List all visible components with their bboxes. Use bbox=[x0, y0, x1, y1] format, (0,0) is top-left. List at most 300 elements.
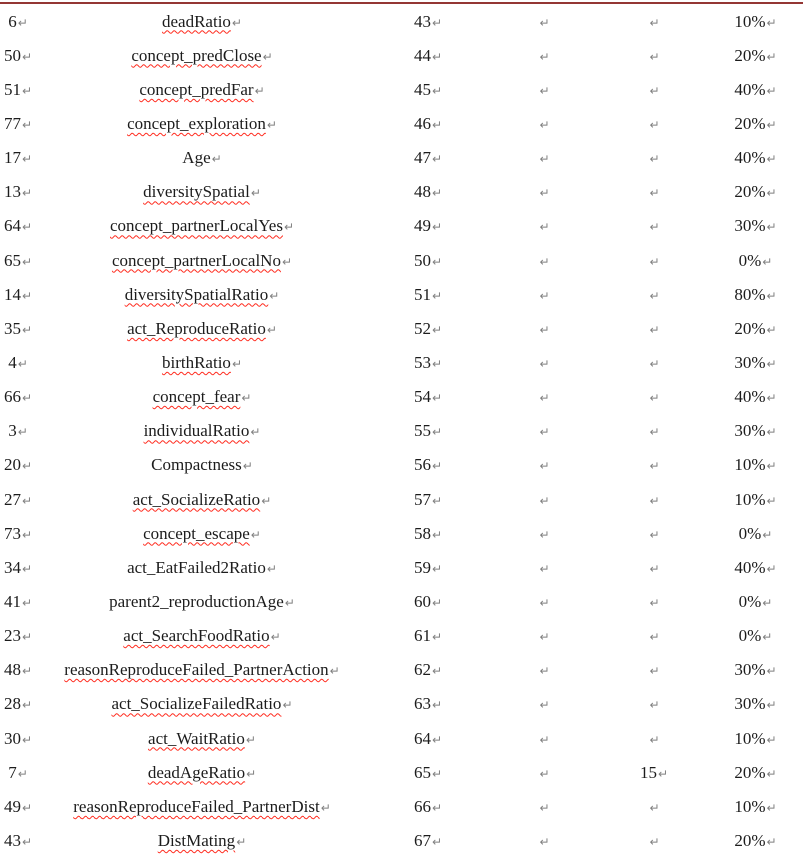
end-of-cell-mark-icon: ↵ bbox=[649, 493, 660, 508]
end-of-cell-mark-icon: ↵ bbox=[539, 561, 550, 576]
end-of-cell-mark-icon: ↵ bbox=[539, 630, 550, 645]
end-of-cell-mark-icon: ↵ bbox=[250, 527, 261, 542]
metric-name-cell[interactable] bbox=[36, 175, 368, 209]
table-row bbox=[0, 516, 803, 550]
end-of-cell-mark-icon: ↵ bbox=[649, 391, 660, 406]
percent-cell[interactable] bbox=[708, 414, 803, 448]
metric-name-cell-text: deadRatio bbox=[162, 11, 231, 31]
metric-name-cell-text: concept_exploration bbox=[127, 113, 266, 133]
end-of-cell-mark-icon: ↵ bbox=[539, 595, 550, 610]
row-id-cell-text: 4 bbox=[8, 352, 17, 372]
empty-cell[interactable] bbox=[488, 311, 600, 345]
row-id-cell[interactable] bbox=[0, 414, 36, 448]
row-index-cell[interactable] bbox=[368, 755, 488, 789]
percent-cell[interactable] bbox=[708, 482, 803, 516]
row-id-cell[interactable] bbox=[0, 823, 36, 857]
row-id-cell-text: 73 bbox=[3, 523, 21, 543]
value-cell[interactable] bbox=[600, 4, 708, 38]
empty-cell[interactable] bbox=[488, 687, 600, 721]
end-of-cell-mark-icon: ↵ bbox=[766, 186, 777, 201]
metric-name-cell-text: concept_partnerLocalYes bbox=[110, 216, 283, 236]
metric-name-cell[interactable] bbox=[36, 4, 368, 38]
end-of-cell-mark-icon: ↵ bbox=[431, 561, 443, 576]
end-of-cell-mark-icon: ↵ bbox=[649, 186, 660, 201]
metric-name-cell[interactable] bbox=[36, 345, 368, 379]
table-body bbox=[0, 4, 803, 858]
end-of-cell-mark-icon: ↵ bbox=[266, 561, 277, 576]
end-of-cell-mark-icon: ↵ bbox=[431, 766, 443, 781]
empty-cell[interactable] bbox=[488, 380, 600, 414]
row-index-cell[interactable] bbox=[368, 311, 488, 345]
row-index-cell-text: 49 bbox=[413, 216, 431, 236]
row-id-cell[interactable] bbox=[0, 619, 36, 653]
metric-name-cell[interactable] bbox=[36, 448, 368, 482]
empty-cell[interactable] bbox=[488, 755, 600, 789]
end-of-cell-mark-icon: ↵ bbox=[539, 117, 550, 132]
end-of-cell-mark-icon: ↵ bbox=[262, 49, 273, 64]
value-cell[interactable] bbox=[600, 414, 708, 448]
end-of-cell-mark-icon: ↵ bbox=[431, 459, 443, 474]
metric-name-cell-text: concept_predFar bbox=[139, 79, 254, 99]
row-id-cell[interactable] bbox=[0, 209, 36, 243]
metric-name-cell-text: diversitySpatialRatio bbox=[124, 284, 269, 304]
end-of-cell-mark-icon: ↵ bbox=[539, 15, 550, 30]
row-id-cell[interactable] bbox=[0, 789, 36, 823]
end-of-cell-mark-icon: ↵ bbox=[431, 732, 443, 747]
row-id-cell[interactable] bbox=[0, 550, 36, 584]
end-of-cell-mark-icon: ↵ bbox=[431, 186, 443, 201]
row-index-cell[interactable] bbox=[368, 653, 488, 687]
end-of-cell-mark-icon: ↵ bbox=[649, 561, 660, 576]
value-cell[interactable] bbox=[600, 823, 708, 857]
row-index-cell-text: 55 bbox=[413, 421, 431, 441]
row-index-cell-text: 43 bbox=[413, 11, 431, 31]
empty-cell[interactable] bbox=[488, 448, 600, 482]
row-index-cell[interactable] bbox=[368, 277, 488, 311]
empty-cell[interactable] bbox=[488, 516, 600, 550]
end-of-cell-mark-icon: ↵ bbox=[211, 152, 222, 167]
end-of-cell-mark-icon: ↵ bbox=[766, 766, 777, 781]
metric-name-cell[interactable] bbox=[36, 72, 368, 106]
end-of-cell-mark-icon: ↵ bbox=[539, 698, 550, 713]
percent-cell[interactable] bbox=[708, 106, 803, 140]
table-row bbox=[0, 209, 803, 243]
end-of-cell-mark-icon: ↵ bbox=[329, 664, 340, 679]
metric-name-cell-text: concept_predClose bbox=[131, 45, 262, 65]
row-index-cell[interactable] bbox=[368, 448, 488, 482]
percent-cell[interactable] bbox=[708, 175, 803, 209]
metric-name-cell[interactable] bbox=[36, 243, 368, 277]
end-of-cell-mark-icon: ↵ bbox=[250, 186, 261, 201]
empty-cell[interactable] bbox=[488, 653, 600, 687]
row-id-cell[interactable] bbox=[0, 482, 36, 516]
end-of-cell-mark-icon: ↵ bbox=[649, 732, 660, 747]
row-id-cell-text: 35 bbox=[3, 318, 21, 338]
table-row bbox=[0, 106, 803, 140]
row-id-cell[interactable] bbox=[0, 175, 36, 209]
value-cell[interactable] bbox=[600, 106, 708, 140]
percent-cell[interactable] bbox=[708, 584, 803, 618]
percent-cell[interactable] bbox=[708, 448, 803, 482]
value-cell[interactable] bbox=[600, 619, 708, 653]
end-of-cell-mark-icon: ↵ bbox=[766, 220, 777, 235]
percent-cell[interactable] bbox=[708, 619, 803, 653]
empty-cell[interactable] bbox=[488, 209, 600, 243]
metric-name-cell[interactable] bbox=[36, 653, 368, 687]
row-index-cell-text: 50 bbox=[413, 250, 431, 270]
row-id-cell-text: 43 bbox=[3, 830, 21, 850]
end-of-cell-mark-icon: ↵ bbox=[21, 117, 33, 132]
end-of-cell-mark-icon: ↵ bbox=[431, 356, 443, 371]
end-of-cell-mark-icon: ↵ bbox=[762, 254, 773, 269]
row-index-cell[interactable] bbox=[368, 72, 488, 106]
row-index-cell[interactable] bbox=[368, 584, 488, 618]
end-of-cell-mark-icon: ↵ bbox=[766, 83, 777, 98]
row-id-cell[interactable] bbox=[0, 687, 36, 721]
value-cell[interactable] bbox=[600, 721, 708, 755]
table-row bbox=[0, 550, 803, 584]
value-cell[interactable] bbox=[600, 72, 708, 106]
end-of-cell-mark-icon: ↵ bbox=[431, 527, 443, 542]
end-of-cell-mark-icon: ↵ bbox=[539, 834, 550, 849]
end-of-cell-mark-icon: ↵ bbox=[17, 766, 28, 781]
end-of-cell-mark-icon: ↵ bbox=[21, 288, 33, 303]
empty-cell[interactable] bbox=[488, 141, 600, 175]
end-of-cell-mark-icon: ↵ bbox=[766, 459, 777, 474]
metric-name-cell[interactable] bbox=[36, 721, 368, 755]
row-index-cell[interactable] bbox=[368, 687, 488, 721]
row-index-cell[interactable] bbox=[368, 141, 488, 175]
end-of-cell-mark-icon: ↵ bbox=[766, 391, 777, 406]
row-index-cell-text: 53 bbox=[413, 352, 431, 372]
end-of-cell-mark-icon: ↵ bbox=[231, 15, 242, 30]
row-index-cell[interactable] bbox=[368, 823, 488, 857]
row-id-cell-text: 50 bbox=[3, 45, 21, 65]
percent-cell[interactable] bbox=[708, 550, 803, 584]
empty-cell[interactable] bbox=[488, 823, 600, 857]
row-id-cell-text: 27 bbox=[3, 489, 21, 509]
row-id-cell-text: 17 bbox=[3, 148, 21, 168]
empty-cell[interactable] bbox=[488, 550, 600, 584]
metric-name-cell[interactable] bbox=[36, 209, 368, 243]
row-id-cell-text: 7 bbox=[8, 762, 17, 782]
percent-cell[interactable] bbox=[708, 277, 803, 311]
metric-name-cell-text: concept_fear bbox=[152, 387, 241, 407]
metric-name-cell[interactable] bbox=[36, 550, 368, 584]
metric-name-cell-text: DistMating bbox=[157, 830, 236, 850]
row-id-cell[interactable] bbox=[0, 516, 36, 550]
end-of-cell-mark-icon: ↵ bbox=[431, 493, 443, 508]
end-of-cell-mark-icon: ↵ bbox=[649, 288, 660, 303]
row-index-cell[interactable] bbox=[368, 175, 488, 209]
end-of-cell-mark-icon: ↵ bbox=[431, 254, 443, 269]
row-index-cell-text: 63 bbox=[413, 694, 431, 714]
value-cell[interactable] bbox=[600, 516, 708, 550]
end-of-cell-mark-icon: ↵ bbox=[242, 459, 253, 474]
row-id-cell-text: 77 bbox=[3, 113, 21, 133]
value-cell[interactable] bbox=[600, 141, 708, 175]
row-index-cell[interactable] bbox=[368, 243, 488, 277]
percent-cell[interactable] bbox=[708, 516, 803, 550]
row-id-cell[interactable] bbox=[0, 584, 36, 618]
empty-cell[interactable] bbox=[488, 482, 600, 516]
table-row bbox=[0, 345, 803, 379]
metric-name-cell[interactable] bbox=[36, 380, 368, 414]
end-of-cell-mark-icon: ↵ bbox=[766, 288, 777, 303]
end-of-cell-mark-icon: ↵ bbox=[21, 152, 33, 167]
empty-cell[interactable] bbox=[488, 619, 600, 653]
end-of-cell-mark-icon: ↵ bbox=[21, 732, 33, 747]
end-of-cell-mark-icon: ↵ bbox=[762, 630, 773, 645]
table-row bbox=[0, 721, 803, 755]
row-id-cell[interactable] bbox=[0, 72, 36, 106]
row-id-cell[interactable] bbox=[0, 755, 36, 789]
end-of-cell-mark-icon: ↵ bbox=[21, 493, 33, 508]
end-of-cell-mark-icon: ↵ bbox=[766, 732, 777, 747]
metric-name-cell-text: diversitySpatial bbox=[143, 182, 250, 202]
percent-cell-text: 20% bbox=[734, 830, 766, 850]
value-cell[interactable] bbox=[600, 448, 708, 482]
percent-cell[interactable] bbox=[708, 823, 803, 857]
end-of-cell-mark-icon: ↵ bbox=[539, 186, 550, 201]
empty-cell[interactable] bbox=[488, 789, 600, 823]
row-index-cell-text: 65 bbox=[413, 762, 431, 782]
percent-cell[interactable] bbox=[708, 243, 803, 277]
row-index-cell[interactable] bbox=[368, 550, 488, 584]
empty-cell[interactable] bbox=[488, 584, 600, 618]
value-cell[interactable] bbox=[600, 311, 708, 345]
end-of-cell-mark-icon: ↵ bbox=[649, 459, 660, 474]
empty-cell[interactable] bbox=[488, 72, 600, 106]
percent-cell[interactable] bbox=[708, 345, 803, 379]
metric-name-cell[interactable] bbox=[36, 38, 368, 72]
percent-cell-text: 20% bbox=[734, 762, 766, 782]
end-of-cell-mark-icon: ↵ bbox=[657, 766, 669, 781]
row-index-cell[interactable] bbox=[368, 516, 488, 550]
end-of-cell-mark-icon: ↵ bbox=[649, 15, 660, 30]
end-of-cell-mark-icon: ↵ bbox=[320, 800, 331, 815]
metric-name-cell-text: act_SearchFoodRatio bbox=[123, 626, 270, 646]
end-of-cell-mark-icon: ↵ bbox=[539, 425, 550, 440]
row-index-cell-text: 48 bbox=[413, 182, 431, 202]
end-of-cell-mark-icon: ↵ bbox=[250, 425, 261, 440]
percent-cell[interactable] bbox=[708, 311, 803, 345]
percent-cell-text: 0% bbox=[738, 250, 762, 270]
row-id-cell[interactable] bbox=[0, 380, 36, 414]
row-id-cell[interactable] bbox=[0, 38, 36, 72]
table-row bbox=[0, 619, 803, 653]
end-of-cell-mark-icon: ↵ bbox=[539, 391, 550, 406]
row-id-cell[interactable] bbox=[0, 4, 36, 38]
value-cell[interactable] bbox=[600, 584, 708, 618]
end-of-cell-mark-icon: ↵ bbox=[539, 288, 550, 303]
row-id-cell-text: 66 bbox=[3, 387, 21, 407]
percent-cell-text: 30% bbox=[734, 660, 766, 680]
end-of-cell-mark-icon: ↵ bbox=[241, 391, 252, 406]
end-of-cell-mark-icon: ↵ bbox=[766, 117, 777, 132]
metric-name-cell-text: deadAgeRatio bbox=[147, 762, 246, 782]
metric-name-cell-text: birthRatio bbox=[161, 352, 231, 372]
metric-name-cell-text: parent2_reproductionAge bbox=[109, 591, 284, 611]
metric-name-cell-text: act_EatFailed2Ratio bbox=[127, 557, 266, 577]
row-id-cell[interactable] bbox=[0, 311, 36, 345]
percent-cell-text: 40% bbox=[734, 557, 766, 577]
metric-name-cell[interactable] bbox=[36, 687, 368, 721]
value-cell[interactable] bbox=[600, 345, 708, 379]
row-index-cell[interactable] bbox=[368, 721, 488, 755]
row-index-cell[interactable] bbox=[368, 380, 488, 414]
value-cell[interactable] bbox=[600, 243, 708, 277]
end-of-cell-mark-icon: ↵ bbox=[21, 459, 33, 474]
row-id-cell[interactable] bbox=[0, 106, 36, 140]
value-cell[interactable] bbox=[600, 550, 708, 584]
percent-cell[interactable] bbox=[708, 755, 803, 789]
empty-cell[interactable] bbox=[488, 345, 600, 379]
metric-name-cell[interactable] bbox=[36, 482, 368, 516]
row-index-cell-text: 66 bbox=[413, 796, 431, 816]
metric-name-cell[interactable] bbox=[36, 584, 368, 618]
row-index-cell[interactable] bbox=[368, 482, 488, 516]
table-row bbox=[0, 653, 803, 687]
row-id-cell-text: 34 bbox=[3, 557, 21, 577]
metric-name-cell[interactable] bbox=[36, 789, 368, 823]
metric-name-cell[interactable] bbox=[36, 414, 368, 448]
value-cell[interactable] bbox=[600, 482, 708, 516]
table-row bbox=[0, 823, 803, 857]
row-index-cell-text: 60 bbox=[413, 591, 431, 611]
end-of-cell-mark-icon: ↵ bbox=[17, 425, 28, 440]
row-index-cell[interactable] bbox=[368, 106, 488, 140]
row-id-cell-text: 30 bbox=[3, 728, 21, 748]
metric-name-cell[interactable] bbox=[36, 516, 368, 550]
value-cell[interactable] bbox=[600, 175, 708, 209]
end-of-cell-mark-icon: ↵ bbox=[762, 595, 773, 610]
empty-cell[interactable] bbox=[488, 243, 600, 277]
row-id-cell[interactable] bbox=[0, 721, 36, 755]
percent-cell-text: 0% bbox=[738, 591, 762, 611]
row-index-cell[interactable] bbox=[368, 789, 488, 823]
end-of-cell-mark-icon: ↵ bbox=[246, 766, 257, 781]
row-id-cell[interactable] bbox=[0, 277, 36, 311]
end-of-cell-mark-icon: ↵ bbox=[431, 152, 443, 167]
empty-cell[interactable] bbox=[488, 277, 600, 311]
value-cell[interactable] bbox=[600, 755, 708, 789]
percent-cell-text: 20% bbox=[734, 318, 766, 338]
percent-cell[interactable] bbox=[708, 380, 803, 414]
metric-name-cell[interactable] bbox=[36, 106, 368, 140]
metric-name-cell[interactable] bbox=[36, 619, 368, 653]
end-of-cell-mark-icon: ↵ bbox=[649, 49, 660, 64]
empty-cell[interactable] bbox=[488, 721, 600, 755]
percent-cell[interactable] bbox=[708, 209, 803, 243]
metric-name-cell[interactable] bbox=[36, 277, 368, 311]
metric-name-cell[interactable] bbox=[36, 823, 368, 857]
metric-name-cell-text: concept_escape bbox=[143, 523, 250, 543]
end-of-cell-mark-icon: ↵ bbox=[649, 254, 660, 269]
percent-cell[interactable] bbox=[708, 72, 803, 106]
end-of-cell-mark-icon: ↵ bbox=[431, 288, 443, 303]
row-index-cell-text: 56 bbox=[413, 455, 431, 475]
table-row bbox=[0, 789, 803, 823]
row-id-cell-text: 49 bbox=[3, 796, 21, 816]
end-of-cell-mark-icon: ↵ bbox=[539, 220, 550, 235]
empty-cell[interactable] bbox=[488, 175, 600, 209]
table-row bbox=[0, 38, 803, 72]
row-index-cell[interactable] bbox=[368, 4, 488, 38]
value-cell[interactable] bbox=[600, 789, 708, 823]
row-id-cell[interactable] bbox=[0, 448, 36, 482]
row-index-cell[interactable] bbox=[368, 619, 488, 653]
end-of-cell-mark-icon: ↵ bbox=[431, 83, 443, 98]
empty-cell[interactable] bbox=[488, 38, 600, 72]
row-index-cell-text: 62 bbox=[413, 660, 431, 680]
row-id-cell[interactable] bbox=[0, 653, 36, 687]
percent-cell-text: 40% bbox=[734, 79, 766, 99]
row-id-cell-text: 65 bbox=[3, 250, 21, 270]
row-index-cell[interactable] bbox=[368, 414, 488, 448]
table-row bbox=[0, 380, 803, 414]
percent-cell-text: 20% bbox=[734, 113, 766, 133]
end-of-cell-mark-icon: ↵ bbox=[21, 83, 33, 98]
row-id-cell[interactable] bbox=[0, 345, 36, 379]
row-index-cell[interactable] bbox=[368, 38, 488, 72]
empty-cell[interactable] bbox=[488, 414, 600, 448]
empty-cell[interactable] bbox=[488, 4, 600, 38]
row-id-cell[interactable] bbox=[0, 141, 36, 175]
percent-cell[interactable] bbox=[708, 38, 803, 72]
end-of-cell-mark-icon: ↵ bbox=[431, 49, 443, 64]
end-of-cell-mark-icon: ↵ bbox=[766, 152, 777, 167]
percent-cell-text: 0% bbox=[738, 523, 762, 543]
row-index-cell-text: 51 bbox=[413, 284, 431, 304]
end-of-cell-mark-icon: ↵ bbox=[431, 220, 443, 235]
row-index-cell[interactable] bbox=[368, 345, 488, 379]
percent-cell[interactable] bbox=[708, 687, 803, 721]
end-of-cell-mark-icon: ↵ bbox=[21, 664, 33, 679]
metric-name-cell[interactable] bbox=[36, 141, 368, 175]
percent-cell[interactable] bbox=[708, 653, 803, 687]
percent-cell-text: 30% bbox=[734, 352, 766, 372]
table-row bbox=[0, 482, 803, 516]
table-row bbox=[0, 141, 803, 175]
percent-cell[interactable] bbox=[708, 789, 803, 823]
empty-cell[interactable] bbox=[488, 106, 600, 140]
row-index-cell[interactable] bbox=[368, 209, 488, 243]
value-cell[interactable] bbox=[600, 209, 708, 243]
end-of-cell-mark-icon: ↵ bbox=[431, 391, 443, 406]
end-of-cell-mark-icon: ↵ bbox=[766, 493, 777, 508]
metric-name-cell[interactable] bbox=[36, 311, 368, 345]
metric-name-cell-text: reasonReproduceFailed_PartnerAction bbox=[64, 660, 329, 680]
end-of-cell-mark-icon: ↵ bbox=[283, 220, 294, 235]
end-of-cell-mark-icon: ↵ bbox=[21, 391, 33, 406]
value-cell[interactable] bbox=[600, 653, 708, 687]
value-cell[interactable] bbox=[600, 38, 708, 72]
row-id-cell[interactable] bbox=[0, 243, 36, 277]
percent-cell[interactable] bbox=[708, 141, 803, 175]
percent-cell[interactable] bbox=[708, 4, 803, 38]
end-of-cell-mark-icon: ↵ bbox=[431, 322, 443, 337]
value-cell[interactable] bbox=[600, 277, 708, 311]
value-cell[interactable] bbox=[600, 380, 708, 414]
row-index-cell-text: 44 bbox=[413, 45, 431, 65]
metric-name-cell[interactable] bbox=[36, 755, 368, 789]
row-id-cell-text: 14 bbox=[3, 284, 21, 304]
end-of-cell-mark-icon: ↵ bbox=[766, 425, 777, 440]
value-cell[interactable] bbox=[600, 687, 708, 721]
percent-cell[interactable] bbox=[708, 721, 803, 755]
end-of-cell-mark-icon: ↵ bbox=[17, 15, 28, 30]
